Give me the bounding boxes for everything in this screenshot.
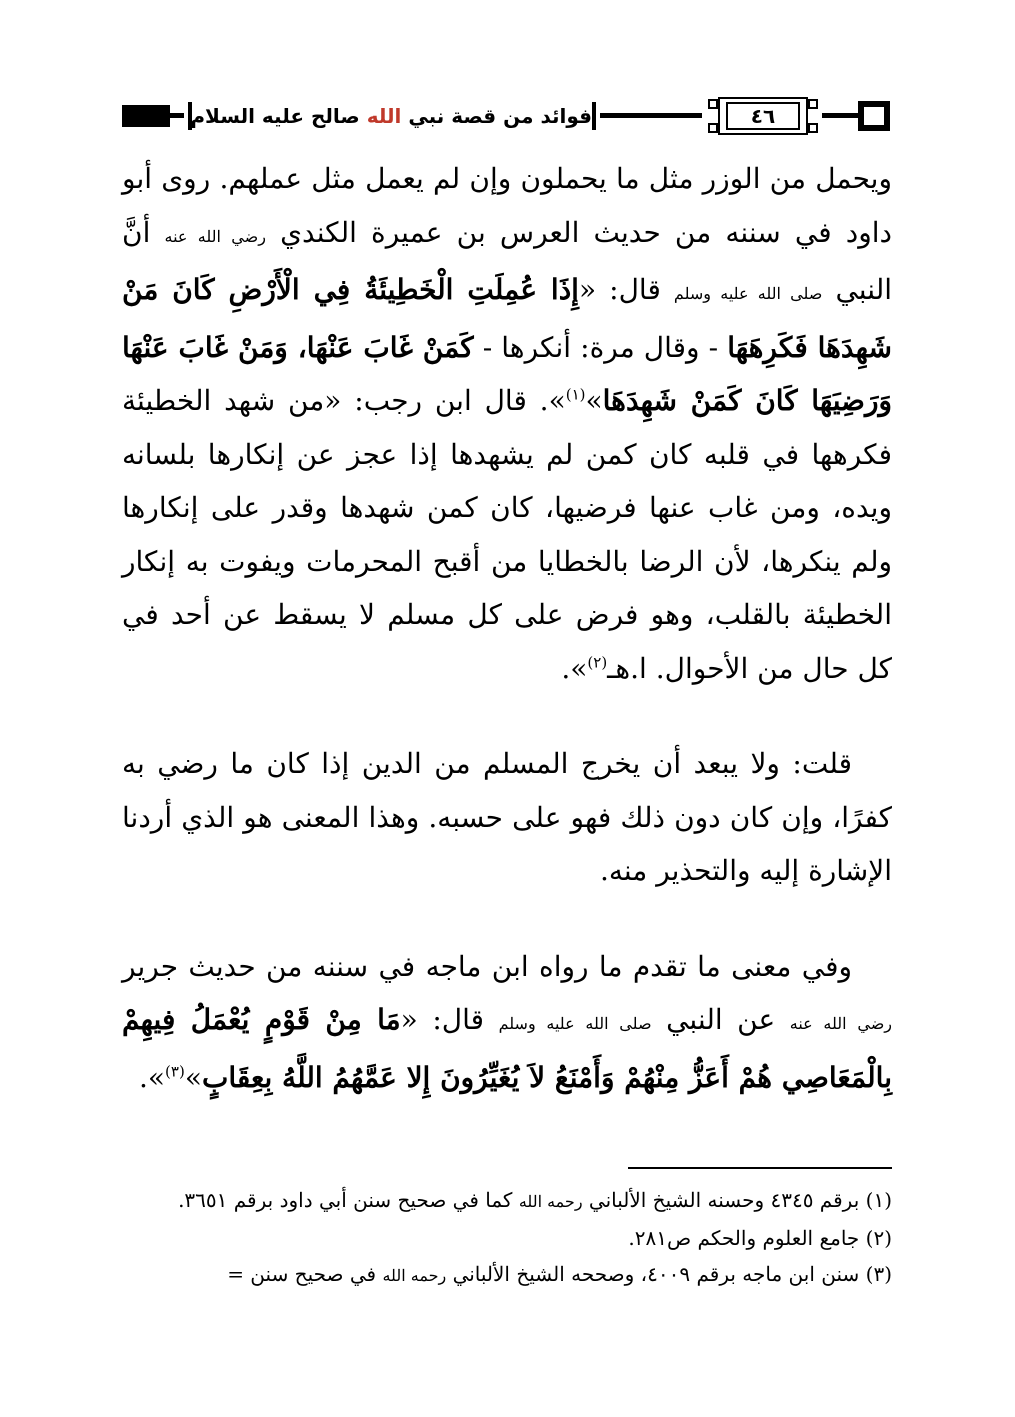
honorific-radi: رضي الله عنه: [164, 226, 266, 246]
page-number-frame: [704, 97, 822, 135]
running-title: فوائد من قصة نبي الله صالح عليه السلام: [188, 102, 596, 130]
footnote-ref-1: (١): [565, 385, 586, 404]
footnote-2: (٢) جامع العلوم والحكم ص٢٨١.: [628, 1226, 892, 1250]
paragraph-3: وفي معنى ما تقدم ما رواه ابن ماجه في سننه من حديث جرير رضي الله عنه عن النبي صلى الله عليه وسلم قال: «مَا مِنْ قَوْمٍ يُعْمَلُ فِيهِمْ بِالْمَعَاصِي هُمْ أَعَزُّ مِنْهُمْ وَأَمْنَعُ لاَ يُغَيِّرُونَ إِلا عَمَّهُمُ اللَّهُ بِعِقَابٍ»$^{(٣)}$».: [122, 949, 893, 1094]
page-number: ٤٦: [726, 102, 800, 130]
hadith-text-1a: إِذَا عُمِلَتِ الْخَطِيئَةُ فِي الْأَرْضِ كَانَ مَنْ شَهِدَهَا فَكَرِهَهَا: [122, 273, 892, 364]
footnote-separator: [628, 1167, 892, 1169]
paragraph-2: قلت: ولا يبعد أن يخرج المسلم من الدين إذا كان ما رضي به كفرًا، وإن كان دون ذلك فهو على حسبه. وهذا المعنى هو الذي أردنا الإشارة إليه والتحذير منه.: [122, 747, 892, 887]
header-left-rule: [170, 113, 184, 118]
header-right-rule: [822, 113, 858, 118]
header-left-ornament: [122, 105, 170, 127]
footnote-ref-2: (٢): [587, 653, 608, 672]
header-right-ornament: [858, 101, 890, 131]
honorific-salla: صلى الله عليه وسلم: [673, 284, 823, 303]
hadith-text-2: مَا مِنْ قَوْمٍ يُعْمَلُ فِيهِمْ بِالْمَعَاصِي هُمْ أَعَزُّ مِنْهُمْ وَأَمْنَعُ لاَ يُغَيِّرُونَ إِلا عَمَّهُمُ اللَّهُ بِعِقَابٍ: [122, 1003, 892, 1094]
footnote-ref-3: (٣): [165, 1062, 185, 1081]
footnote-3: (٣) سنن ابن ماجه برقم ٤٠٠٩، وصححه الشيخ الألباني رحمه الله في صحيح سنن =: [227, 1262, 892, 1286]
footnote-1: (١) برقم ٤٣٤٥ وحسنه الشيخ الألباني رحمه الله كما في صحيح سنن أبي داود برقم ٣٦٥١.: [178, 1188, 892, 1212]
honorific-radi-2: رضي الله عنه: [789, 1014, 893, 1033]
hadith-text-1b: كَمَنْ غَابَ عَنْهَا، وَمَنْ غَابَ عَنْهَا وَرَضِيَهَا كَانَ كَمَنْ شَهِدَهَا: [122, 330, 893, 417]
header-middle-rule: [600, 113, 702, 118]
main-text: [122, 152, 892, 1104]
footnotes: [122, 1182, 892, 1294]
running-title-highlight: الله: [366, 104, 402, 128]
paragraph-1: ويحمل من الوزر مثل ما يحملون وإن لم يعمل مثل عملهم. روى أبو داود في سننه من حديث العرس بن عميرة الكندي رضي الله عنه أنَّ النبي صلى الله عليه وسلم قال: «إِذَا عُمِلَتِ الْخَطِيئَةُ فِي الْأَرْضِ كَانَ مَنْ شَهِدَهَا فَكَرِهَهَا - وقال مرة: أنكرها - كَمَنْ غَابَ عَنْهَا، وَمَنْ غَابَ عَنْهَا وَرَضِيَهَا كَانَ كَمَنْ شَهِدَهَا»$^{(١)}$». قال ابن رجب: «من شهد الخطيئة فكرهها في قلبه كان كمن لم يشهدها إذا عجز عن إنكارها بلسانه ويده، ومن غاب عنها فرضيها، كان كمن شهدها وقدر على إنكارها ولم ينكرها، لأن الرضا بالخطايا من أقبح المحرمات ويفوت به إنكار الخطيئة بالقلب، وهو فرض على كل مسلم لا يسقط عن أحد في كل حال من الأحوال. ا.هـ$^{(٢)}$».: [122, 162, 893, 685]
honorific-salla-2: صلى الله عليه وسلم: [498, 1014, 652, 1033]
page-header: [122, 96, 892, 138]
